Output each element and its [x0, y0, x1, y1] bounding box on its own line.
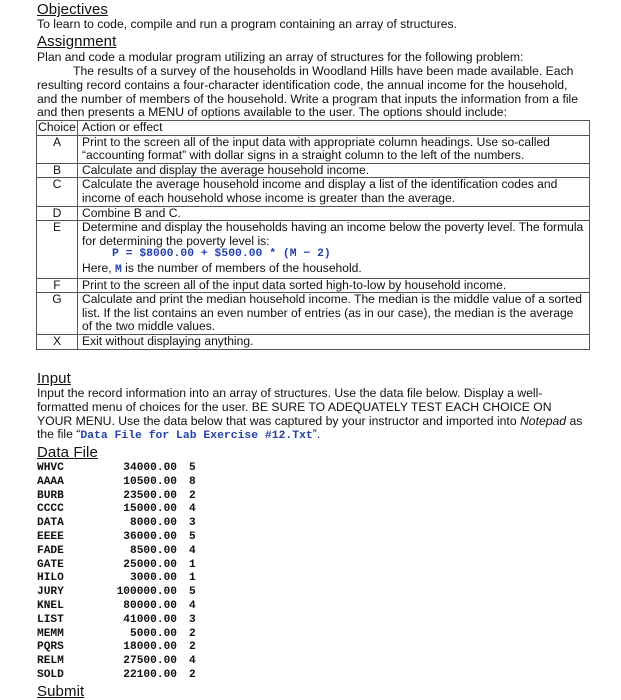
- record-row: [37, 531, 209, 545]
- menu-row: [37, 163, 590, 178]
- choice-letter: B: [37, 163, 78, 178]
- record-members: 3: [189, 613, 196, 626]
- note-prefix: Here,: [82, 260, 115, 275]
- assignment-problem: The results of a survey of the households in Woodland Hills have been made available. Each resulting record contains a four-character identification code, the annual income for the household, and the number of members of the household. Write a program that inputs the information from a file and then presents a MENU of options available to the user. The options should include:: [37, 64, 579, 120]
- record-row: [37, 669, 209, 683]
- data-file-records: [37, 462, 209, 683]
- record-income: 15000.00: [123, 503, 177, 516]
- record-code: AAAA: [37, 475, 64, 488]
- record-code: PQRS: [37, 641, 64, 654]
- record-members: 2: [189, 668, 196, 681]
- record-members: 1: [189, 572, 196, 585]
- record-row: [37, 476, 209, 490]
- record-members: 3: [189, 517, 196, 530]
- choice-action: [78, 221, 590, 278]
- record-members: 4: [189, 503, 196, 516]
- menu-row: [37, 334, 590, 349]
- input-text: [37, 387, 589, 444]
- record-members: 4: [189, 544, 196, 557]
- note-variable: M: [114, 263, 122, 276]
- record-row: [37, 462, 209, 476]
- menu-row: [37, 206, 590, 221]
- record-members: 4: [189, 599, 196, 612]
- input-text-part: ”.: [312, 427, 321, 442]
- objectives-text: To learn to code, compile and run a program containing an array of structures.: [37, 17, 458, 31]
- choice-letter: C: [37, 178, 78, 206]
- record-code: FADE: [37, 544, 64, 557]
- record-income: 34000.00: [123, 462, 177, 474]
- menu-row: [37, 178, 590, 206]
- choice-action: Calculate and display the average household income.: [78, 163, 590, 178]
- assignment-heading: Assignment: [37, 33, 117, 50]
- menu-row: [37, 221, 590, 278]
- choice-action: Exit without displaying anything.: [78, 334, 590, 349]
- choice-letter: F: [37, 278, 78, 293]
- record-income: 10500.00: [123, 475, 177, 488]
- record-income: 8000.00: [130, 517, 177, 530]
- record-row: [37, 572, 209, 586]
- record-income: 5000.00: [130, 627, 177, 640]
- record-members: 5: [189, 586, 196, 599]
- choice-letter: A: [37, 135, 78, 163]
- notepad-name: Notepad: [519, 413, 567, 428]
- record-code: BURB: [37, 489, 64, 502]
- record-members: 8: [189, 475, 196, 488]
- poverty-description: Determine and display the households having an income below the poverty level. The formula for determining the poverty level is:: [82, 220, 584, 248]
- record-code: WHVC: [37, 462, 64, 474]
- record-code: SOLD: [37, 668, 64, 681]
- record-members: 5: [189, 530, 196, 543]
- record-income: 8500.00: [130, 544, 177, 557]
- record-income: 100000.00: [116, 586, 177, 599]
- record-code: DATA: [37, 517, 64, 530]
- cropped-top-text: [40, 0, 600, 3]
- menu-row: [37, 293, 590, 335]
- record-members: 2: [189, 489, 196, 502]
- record-row: [37, 586, 209, 600]
- choice-action: Print to the screen all of the input data with appropriate column headings. Use so-called “accounting format” with dollar signs in a straight column to the left of the numbers.: [78, 135, 590, 163]
- record-income: 27500.00: [123, 655, 177, 668]
- record-members: 4: [189, 655, 196, 668]
- record-row: [37, 545, 209, 559]
- record-income: 23500.00: [123, 489, 177, 502]
- choice-letter: E: [37, 221, 78, 278]
- choice-action: Calculate the average household income and display a list of the identification codes and income of each household whose income is greater than the average.: [78, 178, 590, 206]
- poverty-note: [82, 262, 585, 278]
- menu-row: [37, 135, 590, 163]
- input-text-part: as the file “: [37, 413, 583, 442]
- poverty-formula: P = $8000.00 + $500.00 * (M − 2): [112, 248, 331, 261]
- record-row: [37, 559, 209, 573]
- record-row: [37, 655, 209, 669]
- menu-header-row: [37, 121, 590, 136]
- record-income: 36000.00: [123, 530, 177, 543]
- record-code: LIST: [37, 613, 64, 626]
- record-members: 2: [189, 627, 196, 640]
- menu-options-table: [36, 120, 590, 350]
- input-text-part: Input the record information into an array of structures. Use the data file below. Display a well-formatted menu of choices for the user. BE SURE TO ADEQUATELY TEST EACH CHOICE ON YOUR MENU. Use the data below that was captured by your instructor and imported into: [37, 386, 552, 428]
- record-row: [37, 614, 209, 628]
- choice-letter: X: [37, 334, 78, 349]
- record-income: 22100.00: [123, 668, 177, 681]
- record-income: 3000.00: [130, 572, 177, 585]
- record-code: MEMM: [37, 627, 64, 640]
- objectives-heading: Objectives: [37, 1, 109, 18]
- input-heading: Input: [37, 370, 71, 387]
- record-code: HILO: [37, 572, 64, 585]
- choice-letter: G: [37, 293, 78, 335]
- choice-action: Calculate and print the median household income. The median is the middle value of a sorted list. If the list contains an even number of entries (as in our case), the median is the average of the two middle values.: [78, 293, 590, 335]
- record-income: 80000.00: [123, 599, 177, 612]
- record-code: JURY: [37, 586, 64, 599]
- record-row: [37, 628, 209, 642]
- record-row: [37, 503, 209, 517]
- record-income: 25000.00: [123, 558, 177, 571]
- data-filename: Data File for Lab Exercise #12.Txt: [80, 430, 313, 443]
- record-code: GATE: [37, 558, 64, 571]
- assignment-intro: Plan and code a modular program utilizing an array of structures for the following problem:: [37, 50, 524, 64]
- record-members: 2: [189, 641, 196, 654]
- data-file-heading: Data File: [37, 444, 98, 461]
- submit-heading: Submit: [37, 683, 85, 700]
- choice-action: Combine B and C.: [78, 206, 590, 221]
- choice-column-header: Choice: [38, 120, 76, 134]
- record-row: [37, 490, 209, 504]
- record-income: 41000.00: [123, 613, 177, 626]
- record-members: 5: [189, 462, 196, 474]
- record-code: EEEE: [37, 530, 64, 543]
- choice-letter: D: [37, 206, 78, 221]
- record-row: [37, 600, 209, 614]
- record-income: 18000.00: [123, 641, 177, 654]
- menu-row: [37, 278, 590, 293]
- note-suffix: is the number of members of the household.: [121, 260, 362, 275]
- record-code: CCCC: [37, 503, 64, 516]
- record-members: 1: [189, 558, 196, 571]
- record-row: [37, 517, 209, 531]
- record-code: KNEL: [37, 599, 64, 612]
- choice-action: Print to the screen all of the input data sorted high-to-low by household income.: [78, 278, 590, 293]
- record-code: RELM: [37, 655, 64, 668]
- action-column-header: Action or effect: [78, 121, 590, 136]
- record-row: [37, 641, 209, 655]
